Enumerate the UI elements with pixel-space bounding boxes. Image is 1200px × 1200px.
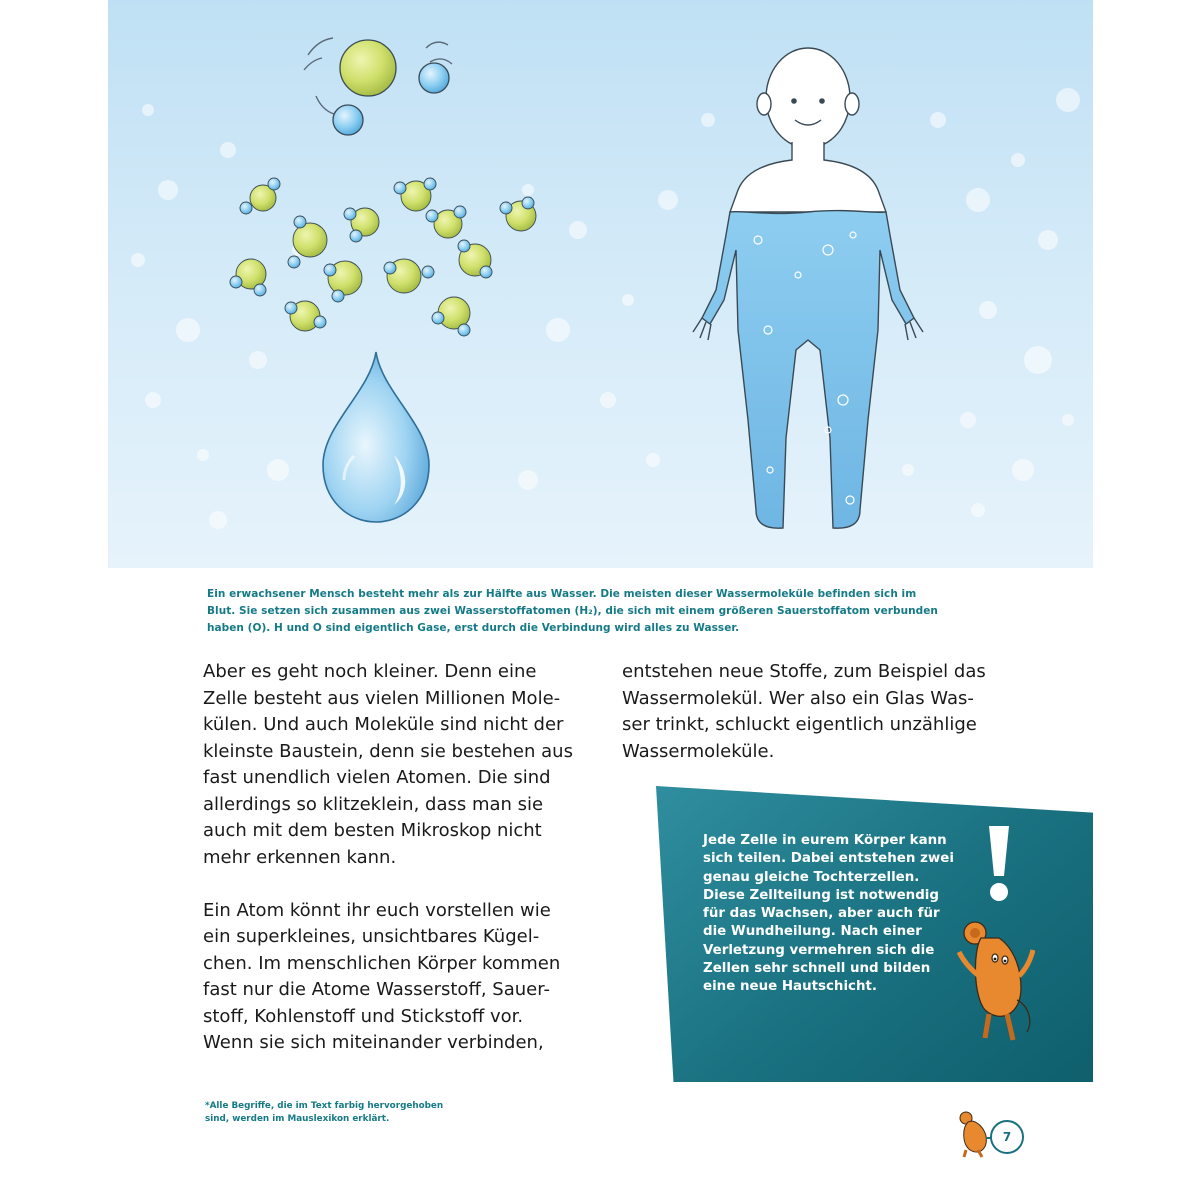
info-line: Zellen sehr schnell und bilden <box>703 961 931 977</box>
text-line: fast nur die Atome Wasserstoff, Sauer- <box>203 979 550 1000</box>
water-molecules <box>230 178 536 336</box>
body-text-right <box>622 659 1022 765</box>
footnote-line: sind, werden im Mauslexikon erklärt. <box>205 1114 390 1124</box>
info-line: genau gleiche Tochterzellen. <box>703 869 920 885</box>
text-line: ser trinkt, schluckt eigentlich unzählige <box>622 714 977 735</box>
text-line: ein superkleines, unsichtbares Kügel- <box>203 926 540 947</box>
mouse-mascot-icon <box>959 922 1033 1040</box>
text-line: Wenn sie sich miteinander verbinden, <box>203 1032 544 1053</box>
info-line: eine neue Hautschicht. <box>703 979 878 995</box>
info-line: für das Wachsen, aber auch für <box>703 906 940 922</box>
mascot-group <box>955 818 1035 1058</box>
text-line: fast unendlich vielen Atomen. Die sind <box>203 767 551 788</box>
body-text-left <box>203 659 603 1057</box>
background-bubbles <box>131 88 1080 529</box>
text-line: Aber es geht noch kleiner. Denn eine <box>203 661 537 682</box>
atoms-group <box>304 38 452 135</box>
footnote-line: *Alle Begriffe, die im Text farbig hervorgehoben <box>205 1101 444 1111</box>
text-line: mehr erkennen kann. <box>203 846 397 868</box>
exclamation-icon <box>989 826 1009 901</box>
page-mouse-icon <box>952 1108 992 1158</box>
illustration-caption <box>207 586 967 637</box>
footnote <box>205 1100 505 1126</box>
info-box-text <box>703 832 993 997</box>
text-line: entstehen neue Stoffe, zum Beispiel das <box>622 661 986 682</box>
caption-line: Ein erwachsener Mensch besteht mehr als zur Hälfte aus Wasser. Die meisten dieser Wassermoleküle befinden sich im <box>207 588 917 600</box>
caption-line: haben (O). H und O sind eigentlich Gase, erst durch die Verbindung wird alles zu Wasser. <box>207 622 740 634</box>
water-drop-icon <box>323 352 429 522</box>
info-line: die Wundheilung. Nach einer <box>703 924 922 940</box>
text-line: stoff, Kohlenstoff und Stickstoff vor. <box>203 1005 524 1027</box>
text-line: kleinste Baustein, denn sie bestehen aus <box>203 740 573 762</box>
info-line: Verletzung vermehren sich die <box>703 942 935 958</box>
text-line: külen. Und auch Moleküle sind nicht der <box>203 714 564 735</box>
text-line: Ein Atom könnt ihr euch vorstellen wie <box>203 899 551 921</box>
caption-line: Blut. Sie setzen sich zusammen aus zwei Wasserstoffatomen (H₂), die sich mit einem größeren Sauerstoffatom verbunden <box>207 605 938 617</box>
text-line: Wassermolekül. Wer also ein Glas Was- <box>622 687 974 709</box>
text-line: Wassermoleküle. <box>622 740 775 762</box>
info-line: sich teilen. Dabei entstehen zwei <box>703 851 954 867</box>
text-line: allerdings so klitzeklein, dass man sie <box>203 793 544 815</box>
info-line: Diese Zellteilung ist notwendig <box>703 887 939 903</box>
illustration-svg <box>108 0 1093 568</box>
human-figure <box>693 48 923 528</box>
page-number: 7 <box>990 1120 1024 1154</box>
info-line: Jede Zelle in eurem Körper kann <box>703 833 947 848</box>
water-illustration <box>108 0 1093 568</box>
text-line: Zelle besteht aus vielen Millionen Mole- <box>203 687 561 709</box>
paragraph-gap <box>203 871 603 898</box>
text-line: chen. Im menschlichen Körper kommen <box>203 952 561 974</box>
text-line: auch mit dem besten Mikroskop nicht <box>203 820 542 841</box>
